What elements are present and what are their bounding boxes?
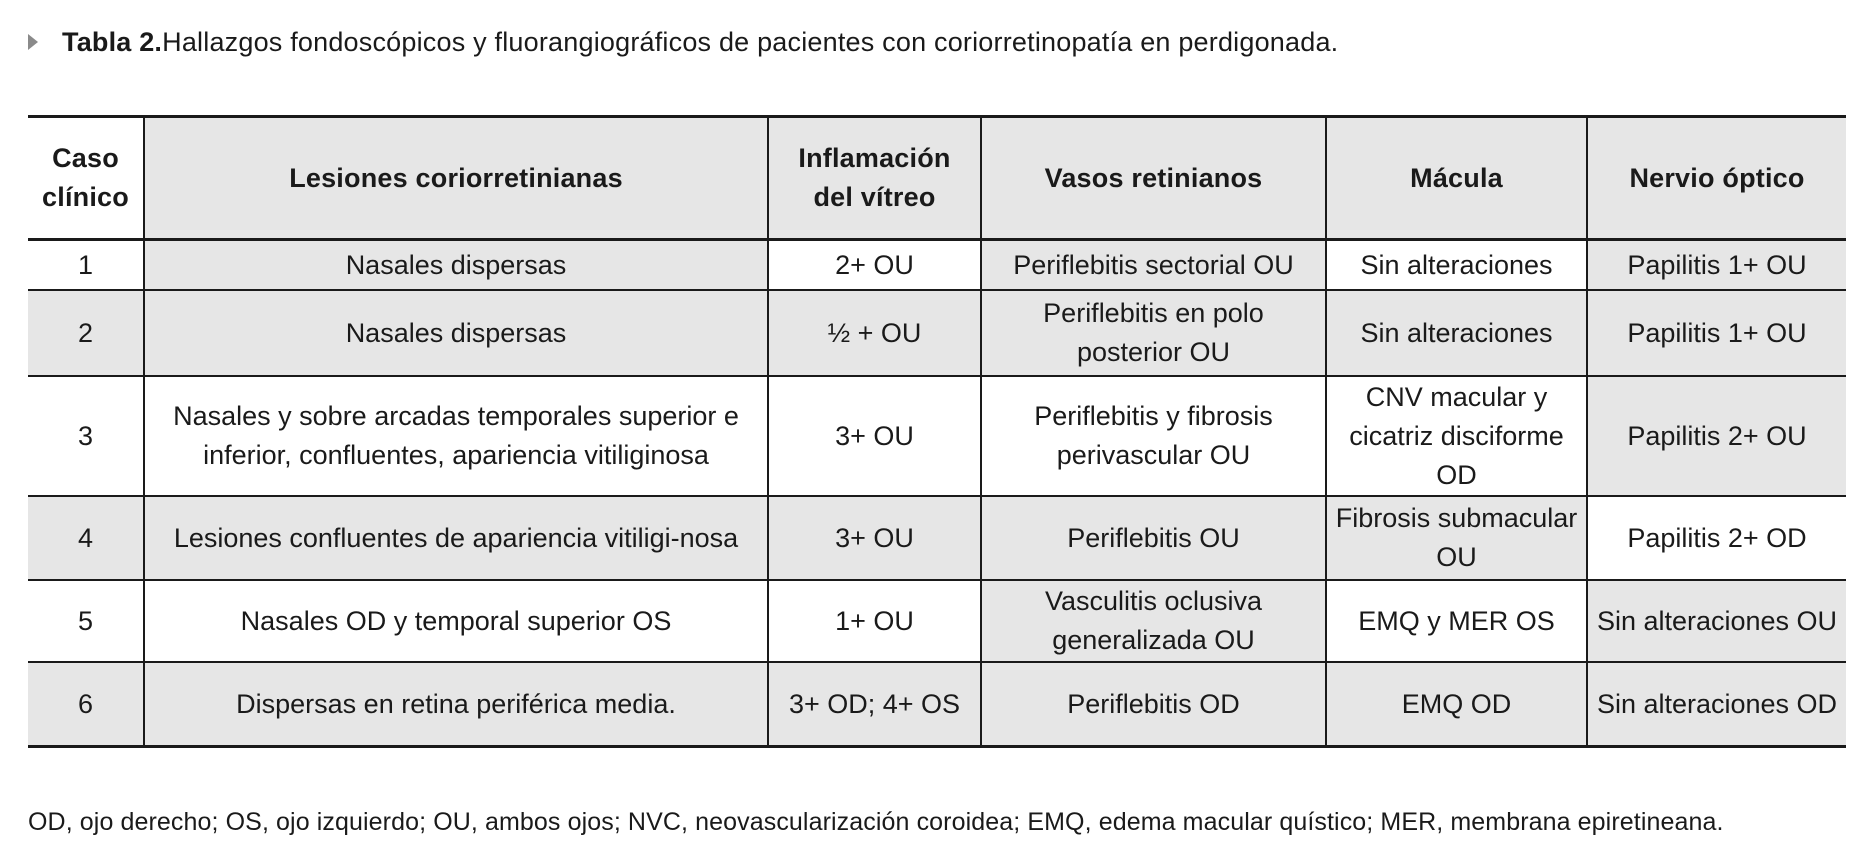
cell-caso: 4	[28, 496, 144, 580]
table-row	[28, 580, 1846, 662]
caption-text: Hallazgos fondoscópicos y fluorangiográficos de pacientes con coriorretinopatía en perdigonada.	[162, 26, 1339, 57]
cell-caso: 5	[28, 580, 144, 662]
header-vasos: Vasos retinianos	[981, 117, 1326, 240]
cell-macula: Fibrosis submacular OU	[1326, 496, 1587, 580]
cell-inflamacion: 3+ OD; 4+ OS	[768, 662, 981, 747]
cell-nervio: Papilitis 1+ OU	[1587, 290, 1846, 376]
table-row	[28, 496, 1846, 580]
cell-lesiones: Nasales dispersas	[144, 240, 768, 291]
cell-vasos: Vasculitis oclusiva generalizada OU	[981, 580, 1326, 662]
cell-caso: 6	[28, 662, 144, 747]
table-row	[28, 376, 1846, 496]
cell-macula: EMQ OD	[1326, 662, 1587, 747]
cell-vasos: Periflebitis y fibrosis perivascular OU	[981, 376, 1326, 496]
cell-lesiones: Nasales y sobre arcadas temporales superior e inferior, confluentes, apariencia vitiliginosa	[144, 376, 768, 496]
cell-macula: EMQ y MER OS	[1326, 580, 1587, 662]
cell-nervio: Sin alteraciones OD	[1587, 662, 1846, 747]
cell-caso: 1	[28, 240, 144, 291]
cell-vasos: Periflebitis OU	[981, 496, 1326, 580]
cell-lesiones: Nasales dispersas	[144, 290, 768, 376]
cell-nervio: Sin alteraciones OU	[1587, 580, 1846, 662]
cell-inflamacion: 3+ OU	[768, 496, 981, 580]
header-lesiones: Lesiones coriorretinianas	[144, 117, 768, 240]
cell-vasos: Periflebitis en polo posterior OU	[981, 290, 1326, 376]
cell-nervio: Papilitis 1+ OU	[1587, 240, 1846, 291]
cell-macula: Sin alteraciones	[1326, 240, 1587, 291]
table-row	[28, 290, 1846, 376]
cell-lesiones: Nasales OD y temporal superior OS	[144, 580, 768, 662]
cell-caso: 2	[28, 290, 144, 376]
cell-caso: 3	[28, 376, 144, 496]
header-nervio: Nervio óptico	[1587, 117, 1846, 240]
header-inflamacion: Inflamación del vítreo	[768, 117, 981, 240]
cell-vasos: Periflebitis OD	[981, 662, 1326, 747]
cell-lesiones: Lesiones confluentes de apariencia vitiligi-nosa	[144, 496, 768, 580]
caption-label: Tabla 2.	[62, 26, 163, 57]
cell-macula: CNV macular y cicatriz disciforme OD	[1326, 376, 1587, 496]
header-caso-clinico: Caso clínico	[28, 117, 144, 240]
table-header-row	[28, 117, 1846, 240]
table-row	[28, 240, 1846, 291]
cell-nervio: Papilitis 2+ OU	[1587, 376, 1846, 496]
header-macula: Mácula	[1326, 117, 1587, 240]
caption-bullet-icon	[28, 34, 38, 50]
table-row	[28, 662, 1846, 747]
cell-inflamacion: 1+ OU	[768, 580, 981, 662]
cell-vasos: Periflebitis sectorial OU	[981, 240, 1326, 291]
cell-lesiones: Dispersas en retina periférica media.	[144, 662, 768, 747]
findings-table	[28, 115, 1846, 748]
cell-inflamacion: 3+ OU	[768, 376, 981, 496]
cell-inflamacion: 2+ OU	[768, 240, 981, 291]
cell-macula: Sin alteraciones	[1326, 290, 1587, 376]
table-footnote: OD, ojo derecho; OS, ojo izquierdo; OU, ambos ojos; NVC, neovascularización coroidea; EMQ, edema macular quístico; MER, membrana epiretineana.	[28, 808, 1724, 836]
cell-inflamacion: ½ + OU	[768, 290, 981, 376]
cell-nervio: Papilitis 2+ OD	[1587, 496, 1846, 580]
table-caption	[28, 22, 1338, 62]
